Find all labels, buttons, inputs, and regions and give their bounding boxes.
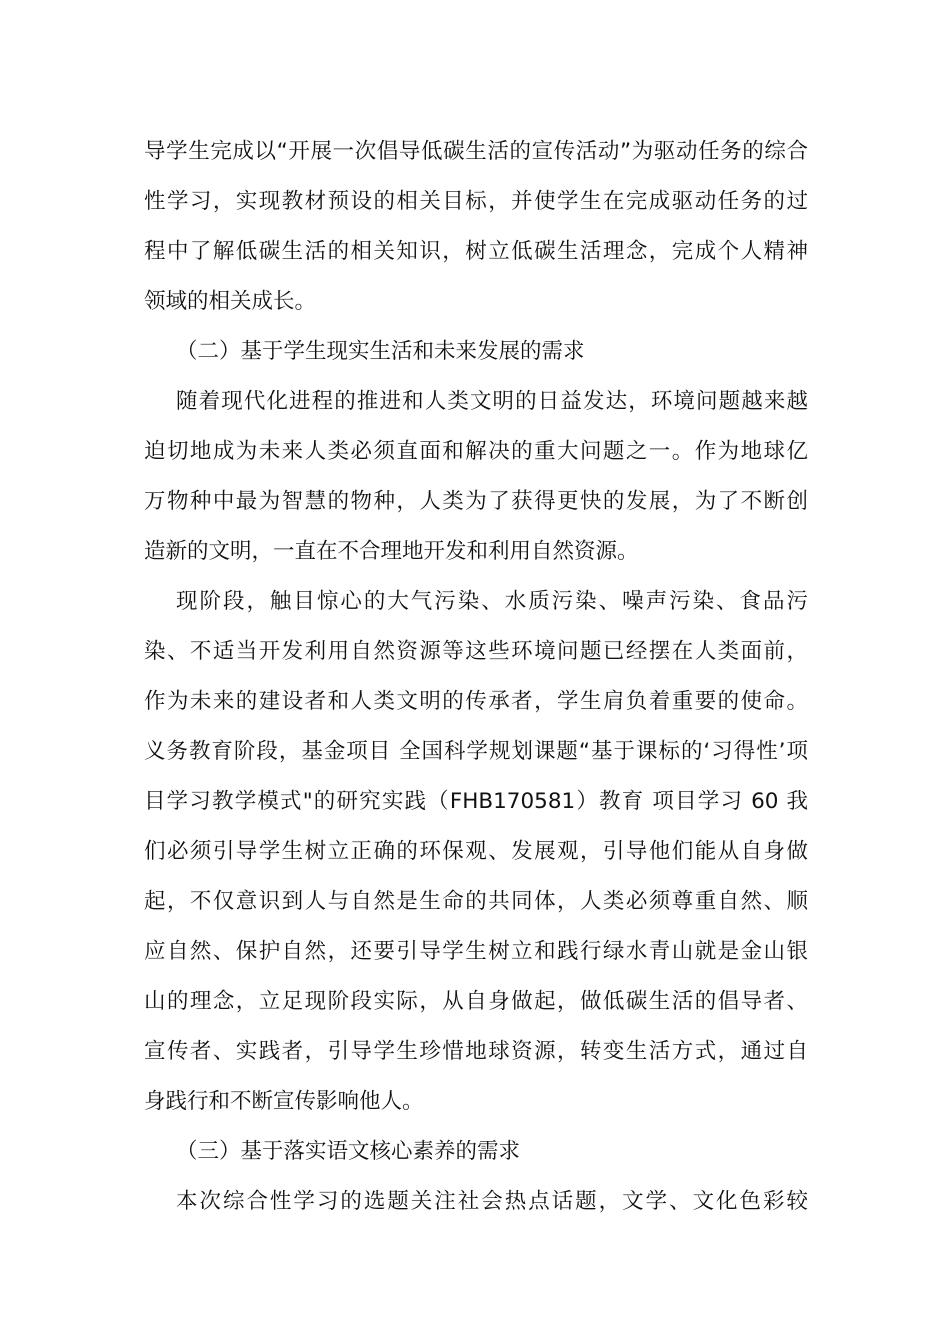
paragraph-line: 应自然、保护自然，还要引导学生树立和践行绿水青山就是金山银 [144,939,808,964]
paragraph-line: 身践行和不断宣传影响他人。 [144,1089,424,1114]
paragraph-line: 随着现代化进程的推进和人类文明的日益发达，环境问题越来越 [176,389,808,414]
paragraph-line: 作为未来的建设者和人类文明的传承者，学生肩负着重要的使命。 [144,689,808,714]
paragraph-line: 起，不仅意识到人与自然是生命的共同体，人类必须尊重自然、顺 [144,889,808,914]
paragraph-line: 迫切地成为未来人类必须直面和解决的重大问题之一。作为地球亿 [144,439,808,464]
paragraph-line: 宣传者、实践者，引导学生珍惜地球资源，转变生活方式，通过自 [144,1039,808,1064]
paragraph-line: 造新的文明，一直在不合理地开发和利用自然资源。 [144,539,639,564]
paragraph-line: 们必须引导学生树立正确的环保观、发展观，引导他们能从自身做 [144,839,808,864]
document-body [144,127,808,1227]
paragraph-line: 本次综合性学习的选题关注社会热点话题，文学、文化色彩较 [176,1189,808,1214]
section-heading: （三）基于落实语文核心素养的需求 [176,1139,521,1164]
paragraph-line: 导学生完成以“开展一次倡导低碳生活的宣传活动”为驱动任务的综合 [144,139,808,164]
paragraph-line: 染、不适当开发利用自然资源等这些环境问题已经摆在人类面前， [144,639,808,664]
paragraph-line: 现阶段，触目惊心的大气污染、水质污染、噪声污染、食品污 [176,589,808,614]
paragraph-line: 义务教育阶段，基金项目 全国科学规划课题“基于课标的‘习得性’项 [144,739,808,764]
paragraph-line: 万物种中最为智慧的物种，人类为了获得更快的发展，为了不断创 [144,489,808,514]
paragraph-line: 性学习，实现教材预设的相关目标，并使学生在完成驱动任务的过 [144,189,808,214]
paragraph-line: 山的理念，立足现阶段实际，从自身做起，做低碳生活的倡导者、 [144,989,808,1014]
section-heading: （二）基于学生现实生活和未来发展的需求 [176,339,585,364]
paragraph-line: 目学习教学模式"的研究实践（FHB170581）教育 项目学习 60 我 [144,789,808,814]
paragraph-line: 领域的相关成长。 [144,289,317,314]
paragraph-line: 程中了解低碳生活的相关知识，树立低碳生活理念，完成个人精神 [144,239,808,264]
